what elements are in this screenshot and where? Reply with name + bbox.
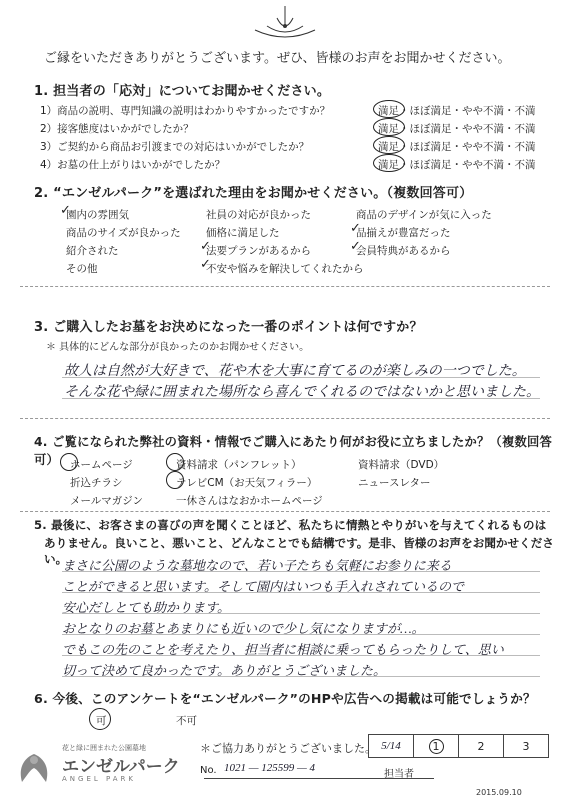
q2-option[interactable]: 紹介された: [66, 245, 119, 257]
q2-option[interactable]: 商品のサイズが良かった: [66, 227, 181, 239]
no-value: 1021 — 125599 — 4: [224, 762, 316, 774]
q2-option[interactable]: 不安や悩みを解決してくれたから: [206, 263, 364, 275]
score-cell[interactable]: 2: [459, 735, 504, 758]
q5-answer-line: まさに公園のような墓地なので、若い子たちも気軽にお参りに来る: [62, 558, 452, 573]
selected-circle-mark: [89, 708, 111, 730]
q4-title: 4. ご覧になられた弊社の資料・情報でご購入にあたり何がお役に立ちましたか？（複数回答可）: [34, 435, 552, 467]
score-date: 5/14: [369, 735, 414, 758]
brand-tagline: 花と緑に囲まれた公園墓地: [62, 744, 146, 752]
score-cell[interactable]: 3: [504, 735, 549, 758]
q6-option-no[interactable]: 不可: [176, 715, 197, 727]
q5-answer-line: でもこの先のことを考えたり、担当者に相談に乗ってもらったりして、思い: [62, 642, 504, 657]
q4-option[interactable]: ニュースレター: [358, 477, 431, 489]
section-divider: [20, 511, 550, 512]
selected-circle-mark: [373, 100, 405, 118]
q4-option[interactable]: ホームページ: [70, 459, 133, 471]
brand-en: ANGEL PARK: [62, 775, 137, 783]
q4-option[interactable]: 資料請求（DVD）: [358, 459, 445, 471]
check-mark-icon: ✓: [200, 257, 211, 272]
q1-scale[interactable]: 満足・ほぼ満足・やや不満・不満: [378, 159, 536, 171]
q4-option[interactable]: テレビCM（お天気フィラー）: [176, 477, 318, 489]
check-mark-icon: ✓: [60, 203, 71, 218]
selected-circle-mark: [60, 453, 78, 471]
q2-option[interactable]: 品揃えが豊富だった: [356, 227, 451, 239]
brand-logo: エンゼルパーク: [62, 757, 180, 777]
q2-option[interactable]: 価格に満足した: [206, 227, 280, 239]
section-divider: [20, 418, 550, 419]
score-1: 1: [429, 739, 444, 754]
check-mark-icon: ✓: [200, 239, 211, 254]
thanks-text: ＊ご協力ありがとうございました。: [200, 742, 376, 755]
q2-option[interactable]: 商品のデザインが気に入った: [356, 209, 492, 221]
q3-answer-line: 故人は自然が大好きで、花や木を大事に育てるのが楽しみの一つでした。: [64, 364, 526, 379]
q1-scale[interactable]: 満足・ほぼ満足・やや不満・不満: [378, 141, 536, 153]
q5-answer-line: 切って決めて良かったです。ありがとうございました。: [62, 663, 386, 678]
q1-scale[interactable]: 満足・ほぼ満足・やや不満・不満: [378, 123, 536, 135]
selected-circle-mark: [166, 471, 184, 489]
q1-item: 1）商品の説明、専門知識の説明はわかりやすかったですか？: [40, 105, 331, 117]
q2-option[interactable]: 法要プランがあるから: [206, 245, 311, 257]
q2-title: 2. “エンゼルパーク”を選ばれた理由をお聞かせください。（複数回答可）: [34, 186, 473, 201]
q2-option[interactable]: 社員の対応が良かった: [206, 209, 311, 221]
q6-option-yes[interactable]: 可: [96, 715, 107, 727]
q1-item: 4）お墓の仕上がりはいかがでしたか？: [40, 159, 226, 171]
q2-option[interactable]: その他: [66, 263, 98, 275]
q3-title: 3. ご購入したお墓をお決めになった一番のポイントは何ですか？: [34, 320, 423, 335]
selected-circle-mark: [373, 136, 405, 154]
q3-hint: ＊ 具体的にどんな部分が良かったのかお聞かせください。: [46, 342, 310, 353]
score-cell[interactable]: [414, 735, 459, 758]
q4-option[interactable]: 一休さんはなおかホームページ: [176, 495, 323, 507]
intro-text: ご縁をいただきありがとうございます。ぜひ、皆様のお声をお聞かせください。: [44, 51, 511, 66]
check-mark-icon: ✓: [350, 239, 361, 254]
q4-option[interactable]: 資料請求（パンフレット）: [176, 459, 302, 471]
q3-answer-line: そんな花や緑に囲まれた場所なら喜んでくれるのではないかと思いました。: [64, 385, 540, 400]
form-date: 2015.09.10: [476, 788, 522, 797]
q5-title: 5. 最後に、お客さまの喜びの声を聞くことほど、私たちに情熱とやりがいを与えてくれるものは: [34, 518, 547, 532]
selected-circle-mark: [166, 453, 184, 471]
q1-scale[interactable]: 満足・ほぼ満足・やや不満・不満: [378, 105, 536, 117]
q4-option[interactable]: メールマガジン: [70, 495, 144, 507]
q6-title: 6. 今後、このアンケートを“エンゼルパーク”のHPや広告への掲載は可能でしょうか？: [34, 691, 536, 706]
chandelier-ornament-icon: [247, 4, 323, 40]
no-label: No.: [200, 765, 217, 776]
q5-answer-line: おとなりのお墓とあまりにも近いので少し気になりますが…。: [62, 621, 425, 636]
angel-logo-icon: [12, 748, 56, 788]
q5-answer-line: 安心だしとても助かります。: [62, 600, 230, 615]
q5-answer-line: ことができると思います。そして園内はいつも手入れされているので: [62, 579, 464, 594]
staff-label: 担当者: [384, 769, 414, 780]
check-mark-icon: ✓: [350, 221, 361, 236]
section-divider: [20, 286, 550, 287]
q1-title: 1. 担当者の「応対」についてお聞かせください。: [34, 84, 331, 99]
q4-option[interactable]: 折込チラシ: [70, 477, 123, 489]
q5-title-cont: ありません。良いこと、悪いこと、どんなことでも結構です。是非、皆様のお声をお聞かせください。: [44, 536, 554, 566]
q2-option[interactable]: 園内の雰囲気: [66, 209, 129, 221]
selected-circle-mark: [373, 118, 405, 136]
q2-option[interactable]: 会員特典があるから: [356, 245, 451, 257]
q1-item: 3）ご契約から商品お引渡までの対応はいかがでしたか？: [40, 141, 310, 153]
score-table: [368, 734, 549, 758]
q1-item: 2）接客態度はいかがでしたか？: [40, 123, 194, 135]
selected-circle-mark: [373, 154, 405, 172]
